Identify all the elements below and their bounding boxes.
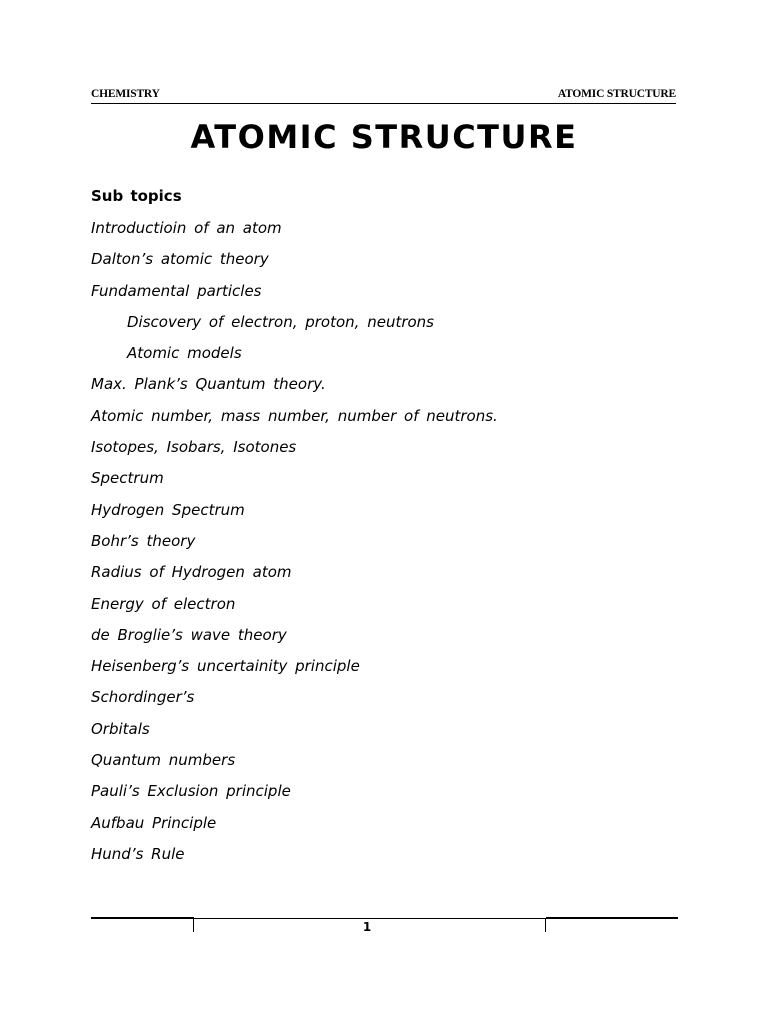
footer-rule [194,918,546,919]
running-header [91,87,676,104]
subtopic-item: Heisenberg’s uncertainity principle [91,657,360,676]
page-title: ATOMIC STRUCTURE [190,118,578,156]
subtopic-item: Introductioin of an atom [91,219,282,237]
page-footer [91,915,678,935]
footer-divider [193,918,194,932]
page-number: 1 [362,920,372,934]
subtopic-item: Fundamental particles [91,281,262,300]
subtopic-item: Radius of Hydrogen atom [91,563,292,582]
subtopic-item: Aufbau Principle [91,813,217,832]
subtopic-item: Hund’s Rule [91,844,185,863]
subtopic-item: de Broglie’s wave theory [91,625,287,644]
subtopic-list [91,217,498,874]
subtopic-subitem: Atomic models [127,344,242,363]
header-chapter: ATOMIC STRUCTURE [557,88,676,100]
subtopic-item: Max. Plank’s Quantum theory. [91,375,326,394]
subtopic-item: Quantum numbers [91,751,236,770]
subtopic-item: Spectrum [91,469,164,488]
subtopic-item: Schordinger’s [91,688,195,707]
footer-rule [546,917,678,919]
subtopic-item: Bohr’s theory [91,531,196,550]
subtopic-item: Atomic number, mass number, number of neutrons. [91,406,498,425]
subtopic-item: Isotopes, Isobars, Isotones [91,438,297,457]
subtopic-item: Hydrogen Spectrum [91,500,245,519]
subtopic-item: Dalton’s atomic theory [91,250,269,269]
subtopics-heading: Sub topics [91,187,182,205]
header-subject: CHEMISTRY [91,88,160,100]
subtopic-item: Energy of electron [91,594,236,613]
subtopic-item: Orbitals [91,719,150,738]
subtopic-subitem: Discovery of electron, proton, neutrons [127,312,434,331]
footer-divider [545,918,546,932]
subtopic-item: Pauli’s Exclusion principle [91,782,291,801]
footer-rule [91,917,194,919]
